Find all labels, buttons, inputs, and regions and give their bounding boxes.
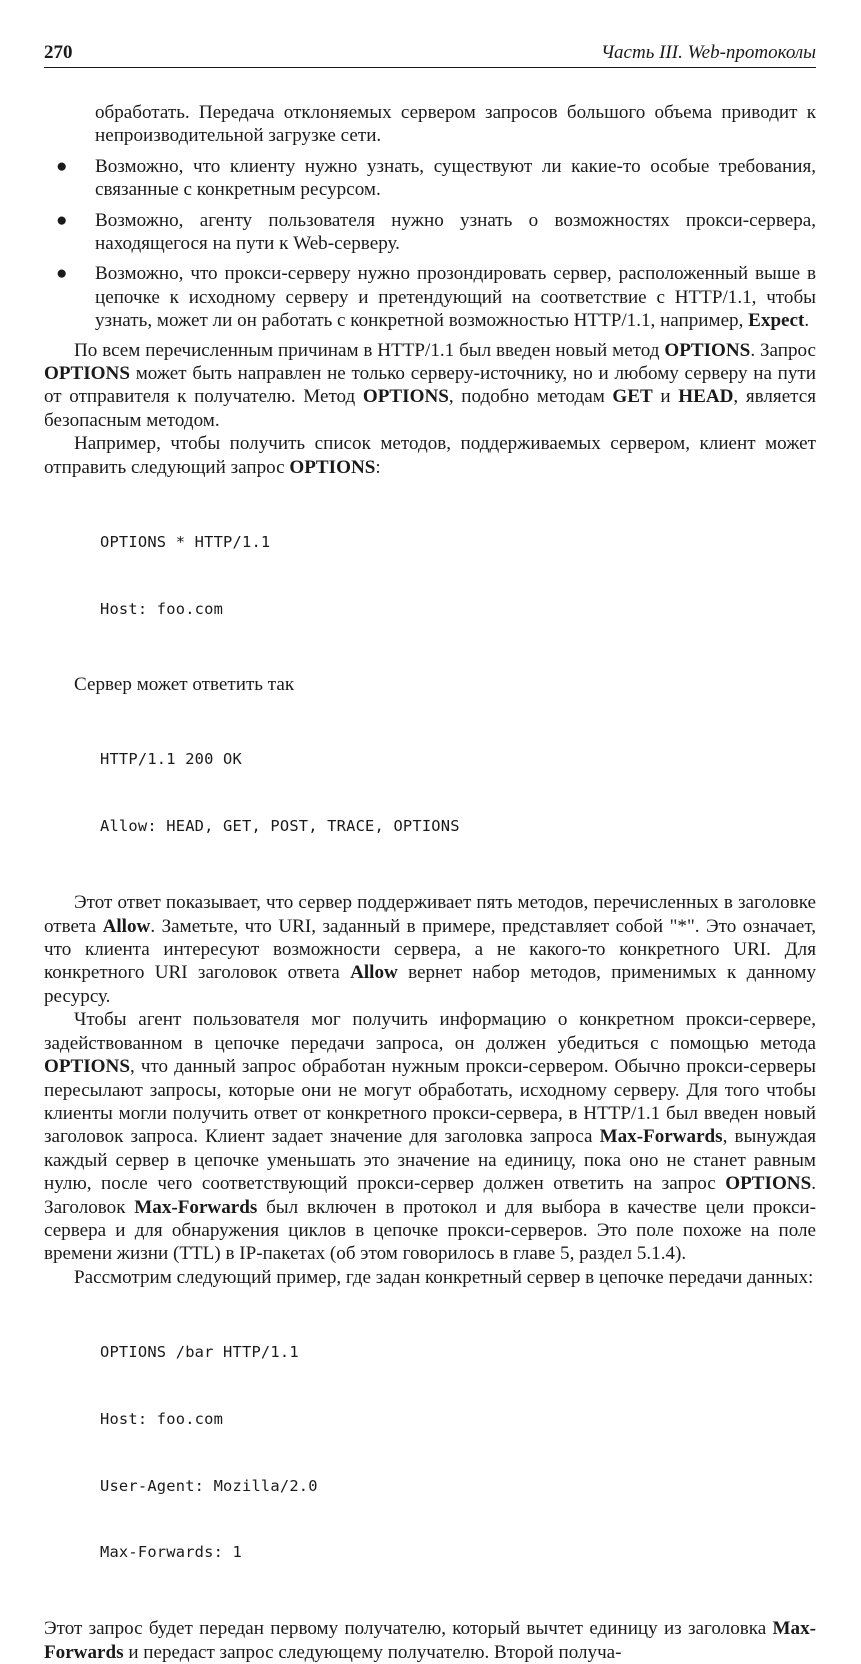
text-run: . Заголовок [44, 1173, 816, 1218]
bold-term: HEAD [678, 386, 734, 408]
page-body [44, 101, 816, 1664]
bullet-text: Возможно, что клиенту нужно узнать, существуют ли какие-то особые требования, связанные с конкретным ресурсом. [95, 155, 816, 201]
paragraph [44, 432, 816, 479]
bold-term: OPTIONS [44, 1056, 130, 1078]
text-run: был включен в протокол и для выбора в качестве цели прокси-сервера и для обнаружения циклов в цепочке прокси-серверов. Это поле похоже на поле времени жизни (TTL) в IP-пакетах (об этом говорилось в главе 5, раздел 5.1.4). [44, 1196, 816, 1265]
bullet-text: Возможно, что прокси-серверу нужно прозондировать сервер, расположенный выше в цепочке к исходному серверу и претендующий на соответствие с HTTP/1.1, чтобы узнать, может ли он работать с конкретной возможностью HTTP/1.1, например, [95, 263, 816, 332]
continued-paragraph: обработать. Передача отклоняемых сервером запросов большого объема приводит к непроизводительной загрузке сети. [95, 102, 816, 147]
code-line: Allow: HEAD, GET, POST, TRACE, OPTIONS [100, 817, 460, 836]
paragraph [44, 339, 816, 433]
text-run: Чтобы агент пользователя мог получить информацию о конкретном прокси-сервере, задействованном в цепочке передачи запроса, он должен убедиться с помощью метода [44, 1009, 816, 1054]
bullet-item [44, 262, 816, 332]
code-block [44, 704, 816, 882]
text-run: , является безопасным методом. [44, 386, 816, 431]
bullet-icon: ● [56, 155, 68, 177]
paragraph [44, 891, 816, 1008]
code-block [44, 486, 816, 664]
bullet-text: Возможно, агенту пользователя нужно узнать о возможностях прокси-сервера, находящегося на пути к Web-серверу. [95, 209, 816, 255]
text-run: и передаст запрос следующему получателю. Второй получа- [123, 1641, 622, 1663]
running-header [44, 40, 816, 68]
code-line: HTTP/1.1 200 OK [100, 750, 242, 769]
text-run: : [375, 456, 381, 478]
page-number: 270 [44, 41, 73, 63]
text-run: может быть направлен не только серверу-источнику, но и любому серверу на пути от отправителя к получателю. Метод [44, 363, 816, 408]
text-run: Этот ответ показывает, что сервер поддерживает пять методов, перечисленных в заголовке ответа [44, 892, 816, 937]
paragraph [44, 1617, 816, 1664]
text-run: Например, чтобы получить список методов, поддерживаемых сервером, клиент может отправить следующий запрос [44, 433, 816, 478]
text-run: , что данный запрос обработан нужным прокси-сервером. Обычно прокси-серверы пересылают запросы, которые они не могут обработать, исходному серверу. Для того чтобы клиенты могли получить ответ от конкретного прокси-сервера, в HTTP/1.1 был введен новый заголовок запроса. Клиент задает значение для заголовка запроса [44, 1056, 816, 1148]
bold-term: Expect [748, 310, 805, 332]
book-page [44, 40, 816, 1664]
bold-term: Max-Forwards [599, 1126, 723, 1148]
bold-term: OPTIONS [725, 1173, 812, 1195]
paragraph [44, 1008, 816, 1265]
code-line: Max-Forwards: 1 [100, 1543, 242, 1562]
bold-term: OPTIONS [289, 456, 376, 478]
bullet-text: . [804, 310, 810, 332]
running-title: Часть III. Web-протоколы [600, 41, 816, 63]
text-run: , подобно методам [448, 386, 613, 408]
text-run: Этот запрос будет передан первому получателю, который вычтет единицу из заголовка [44, 1618, 773, 1640]
code-line: OPTIONS * HTTP/1.1 [100, 532, 271, 551]
text-run: вернет набор методов, применимых к данному ресурсу. [44, 962, 817, 1007]
bold-term: Allow [102, 915, 151, 937]
bullet-item [44, 209, 816, 256]
bold-term: GET [612, 386, 653, 408]
text-run: По всем перечисленным причинам в HTTP/1.1 был введен новый метод [74, 339, 665, 361]
paragraph: Рассмотрим следующий пример, где задан конкретный сервер в цепочке передачи данных: [74, 1266, 814, 1288]
text-run: . Запрос [750, 339, 817, 361]
paragraph: Сервер может ответить так [74, 674, 295, 696]
text-run: и [652, 386, 679, 408]
code-line: Host: foo.com [100, 599, 224, 618]
bold-term: OPTIONS [664, 339, 751, 361]
code-line: OPTIONS /bar HTTP/1.1 [100, 1342, 299, 1361]
code-block [44, 1296, 816, 1608]
bullet-icon: ● [56, 209, 68, 231]
text-run: , вынуждая каждый сервер в цепочке уменьшать это значение на единицу, пока оно не станет равным нулю, после чего соответствующий прокси-сервер должен ответить на запрос [44, 1126, 816, 1195]
bold-term: OPTIONS [362, 386, 449, 408]
text-run: . Заметьте, что URI, заданный в примере, представляет собой "*". Это означает, что клиента интересуют возможности сервера, а не какого-то конкретного URI. Для конкретного URI заголовок ответа [44, 915, 817, 984]
code-line: Host: foo.com [100, 1409, 224, 1428]
bold-term: Allow [350, 962, 398, 984]
bold-term: Max-Forwards [134, 1196, 258, 1218]
bold-term: OPTIONS [44, 363, 130, 385]
bullet-item [44, 155, 816, 202]
bullet-icon: ● [56, 263, 68, 285]
code-line: User-Agent: Mozilla/2.0 [100, 1476, 318, 1495]
bold-term: Max-Forwards [44, 1618, 816, 1663]
